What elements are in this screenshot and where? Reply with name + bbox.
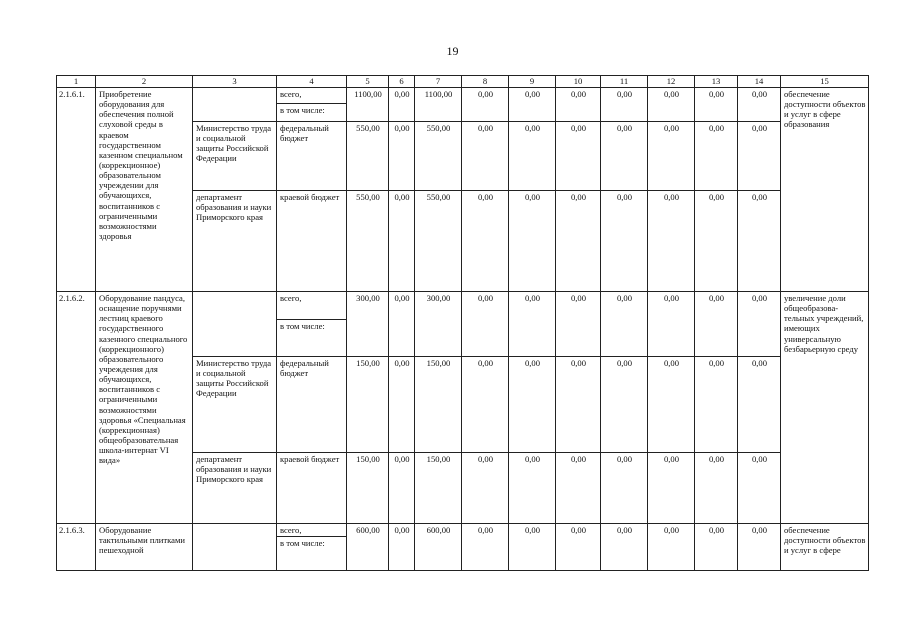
table-row — [57, 292, 869, 320]
header-cell: 4 — [277, 76, 347, 88]
row-source: федеральный бюджет — [277, 122, 347, 191]
cell-value: 0,00 — [389, 524, 415, 571]
cell-value: 0,00 — [601, 88, 648, 122]
cell-value: 0,00 — [648, 88, 695, 122]
row-executor: Министерство труда и социальной защиты Российской Федерации — [193, 357, 277, 453]
cell-value: 600,00 — [347, 524, 389, 571]
row-executor — [193, 88, 277, 122]
table-row — [57, 88, 869, 104]
row-executor — [193, 524, 277, 571]
row-result: обеспечение доступности объектов и услуг в сфере образования — [781, 88, 869, 292]
header-cell: 15 — [781, 76, 869, 88]
row-source: федеральный бюджет — [277, 357, 347, 453]
header-cell: 3 — [193, 76, 277, 88]
row-executor: департамент образования и науки Приморского края — [193, 453, 277, 524]
cell-value: 1100,00 — [347, 88, 389, 122]
cell-value: 0,00 — [648, 191, 695, 292]
cell-value: 550,00 — [347, 191, 389, 292]
cell-value: 0,00 — [389, 122, 415, 191]
cell-value: 300,00 — [415, 292, 462, 357]
header-cell: 6 — [389, 76, 415, 88]
cell-value: 0,00 — [462, 524, 509, 571]
row-total-label: всего, — [277, 292, 347, 320]
cell-value: 0,00 — [462, 88, 509, 122]
cell-value: 0,00 — [462, 122, 509, 191]
budget-table — [56, 75, 869, 571]
cell-value: 0,00 — [556, 453, 601, 524]
cell-value: 0,00 — [462, 357, 509, 453]
cell-value: 0,00 — [462, 292, 509, 357]
cell-value: 0,00 — [695, 88, 738, 122]
row-source: краевой бюджет — [277, 453, 347, 524]
row-executor — [193, 292, 277, 357]
cell-value: 0,00 — [648, 453, 695, 524]
cell-value: 150,00 — [347, 357, 389, 453]
cell-value: 0,00 — [556, 357, 601, 453]
cell-value: 0,00 — [738, 453, 781, 524]
row-total-label: всего, — [277, 88, 347, 104]
cell-value: 0,00 — [556, 524, 601, 571]
page-number: 19 — [446, 44, 459, 58]
cell-value: 0,00 — [695, 292, 738, 357]
row-result: увеличение доли общеобразова-тельных учреждений, имеющих универсальную безбарьерную среду — [781, 292, 869, 524]
table-row — [57, 524, 869, 537]
header-cell: 12 — [648, 76, 695, 88]
row-name: Оборудование пандуса, оснащение поручнями лестниц краевого государственного казенного специального (коррекционного) образовательного учреждения для обучающихся, воспитанников с ограниченными возможностями здоровья «Специальная (коррекционная) общеобразовательная школа-интернат VI вида» — [96, 292, 193, 524]
header-cell: 5 — [347, 76, 389, 88]
cell-value: 0,00 — [648, 524, 695, 571]
row-executor: Министерство труда и социальной защиты Российской Федерации — [193, 122, 277, 191]
row-name: Оборудование тактильными плитками пешеходной — [96, 524, 193, 571]
cell-value: 0,00 — [509, 191, 556, 292]
cell-value: 0,00 — [556, 191, 601, 292]
cell-value: 0,00 — [509, 122, 556, 191]
cell-value: 150,00 — [415, 453, 462, 524]
row-incl-label: в том числе: — [277, 320, 347, 357]
cell-value: 0,00 — [462, 453, 509, 524]
cell-value: 0,00 — [389, 453, 415, 524]
row-result: обеспечение доступности объектов и услуг в сфере — [781, 524, 869, 571]
cell-value: 0,00 — [556, 292, 601, 357]
header-cell: 9 — [509, 76, 556, 88]
cell-value: 300,00 — [347, 292, 389, 357]
cell-value: 0,00 — [601, 292, 648, 357]
cell-value: 150,00 — [347, 453, 389, 524]
row-code: 2.1.6.3. — [57, 524, 96, 571]
header-cell: 11 — [601, 76, 648, 88]
header-cell: 7 — [415, 76, 462, 88]
row-code: 2.1.6.1. — [57, 88, 96, 292]
cell-value: 0,00 — [509, 292, 556, 357]
cell-value: 550,00 — [347, 122, 389, 191]
cell-value: 0,00 — [695, 122, 738, 191]
cell-value: 0,00 — [738, 524, 781, 571]
cell-value: 0,00 — [601, 191, 648, 292]
cell-value: 0,00 — [389, 292, 415, 357]
cell-value: 0,00 — [695, 453, 738, 524]
header-cell: 2 — [96, 76, 193, 88]
cell-value: 0,00 — [601, 122, 648, 191]
cell-value: 0,00 — [462, 191, 509, 292]
cell-value: 0,00 — [556, 122, 601, 191]
cell-value: 0,00 — [695, 357, 738, 453]
header-cell: 8 — [462, 76, 509, 88]
header-cell: 14 — [738, 76, 781, 88]
header-cell: 1 — [57, 76, 96, 88]
cell-value: 0,00 — [738, 357, 781, 453]
row-code: 2.1.6.2. — [57, 292, 96, 524]
cell-value: 0,00 — [389, 357, 415, 453]
header-row — [57, 76, 869, 88]
cell-value: 550,00 — [415, 191, 462, 292]
cell-value: 0,00 — [601, 453, 648, 524]
cell-value: 0,00 — [648, 122, 695, 191]
row-total-label: всего, — [277, 524, 347, 537]
cell-value: 0,00 — [738, 191, 781, 292]
row-name: Приобретение оборудования для обеспечения полной слуховой среды в краевом государственном казенном специальном (коррекционное) образовательном учреждении для обучающихся, воспитанников с ограниченными возможностями здоровья — [96, 88, 193, 292]
cell-value: 0,00 — [601, 357, 648, 453]
cell-value: 0,00 — [389, 88, 415, 122]
cell-value: 150,00 — [415, 357, 462, 453]
cell-value: 0,00 — [509, 357, 556, 453]
row-incl-label: в том числе: — [277, 537, 347, 571]
row-incl-label: в том числе: — [277, 104, 347, 122]
cell-value: 0,00 — [389, 191, 415, 292]
cell-value: 0,00 — [738, 122, 781, 191]
cell-value: 0,00 — [509, 524, 556, 571]
cell-value: 0,00 — [648, 292, 695, 357]
cell-value: 0,00 — [509, 453, 556, 524]
cell-value: 0,00 — [695, 191, 738, 292]
cell-value: 0,00 — [695, 524, 738, 571]
cell-value: 0,00 — [738, 88, 781, 122]
cell-value: 0,00 — [601, 524, 648, 571]
cell-value: 0,00 — [556, 88, 601, 122]
cell-value: 600,00 — [415, 524, 462, 571]
header-cell: 10 — [556, 76, 601, 88]
cell-value: 0,00 — [509, 88, 556, 122]
cell-value: 550,00 — [415, 122, 462, 191]
row-executor: департамент образования и науки Приморского края — [193, 191, 277, 292]
cell-value: 1100,00 — [415, 88, 462, 122]
header-cell: 13 — [695, 76, 738, 88]
cell-value: 0,00 — [648, 357, 695, 453]
row-source: краевой бюджет — [277, 191, 347, 292]
cell-value: 0,00 — [738, 292, 781, 357]
